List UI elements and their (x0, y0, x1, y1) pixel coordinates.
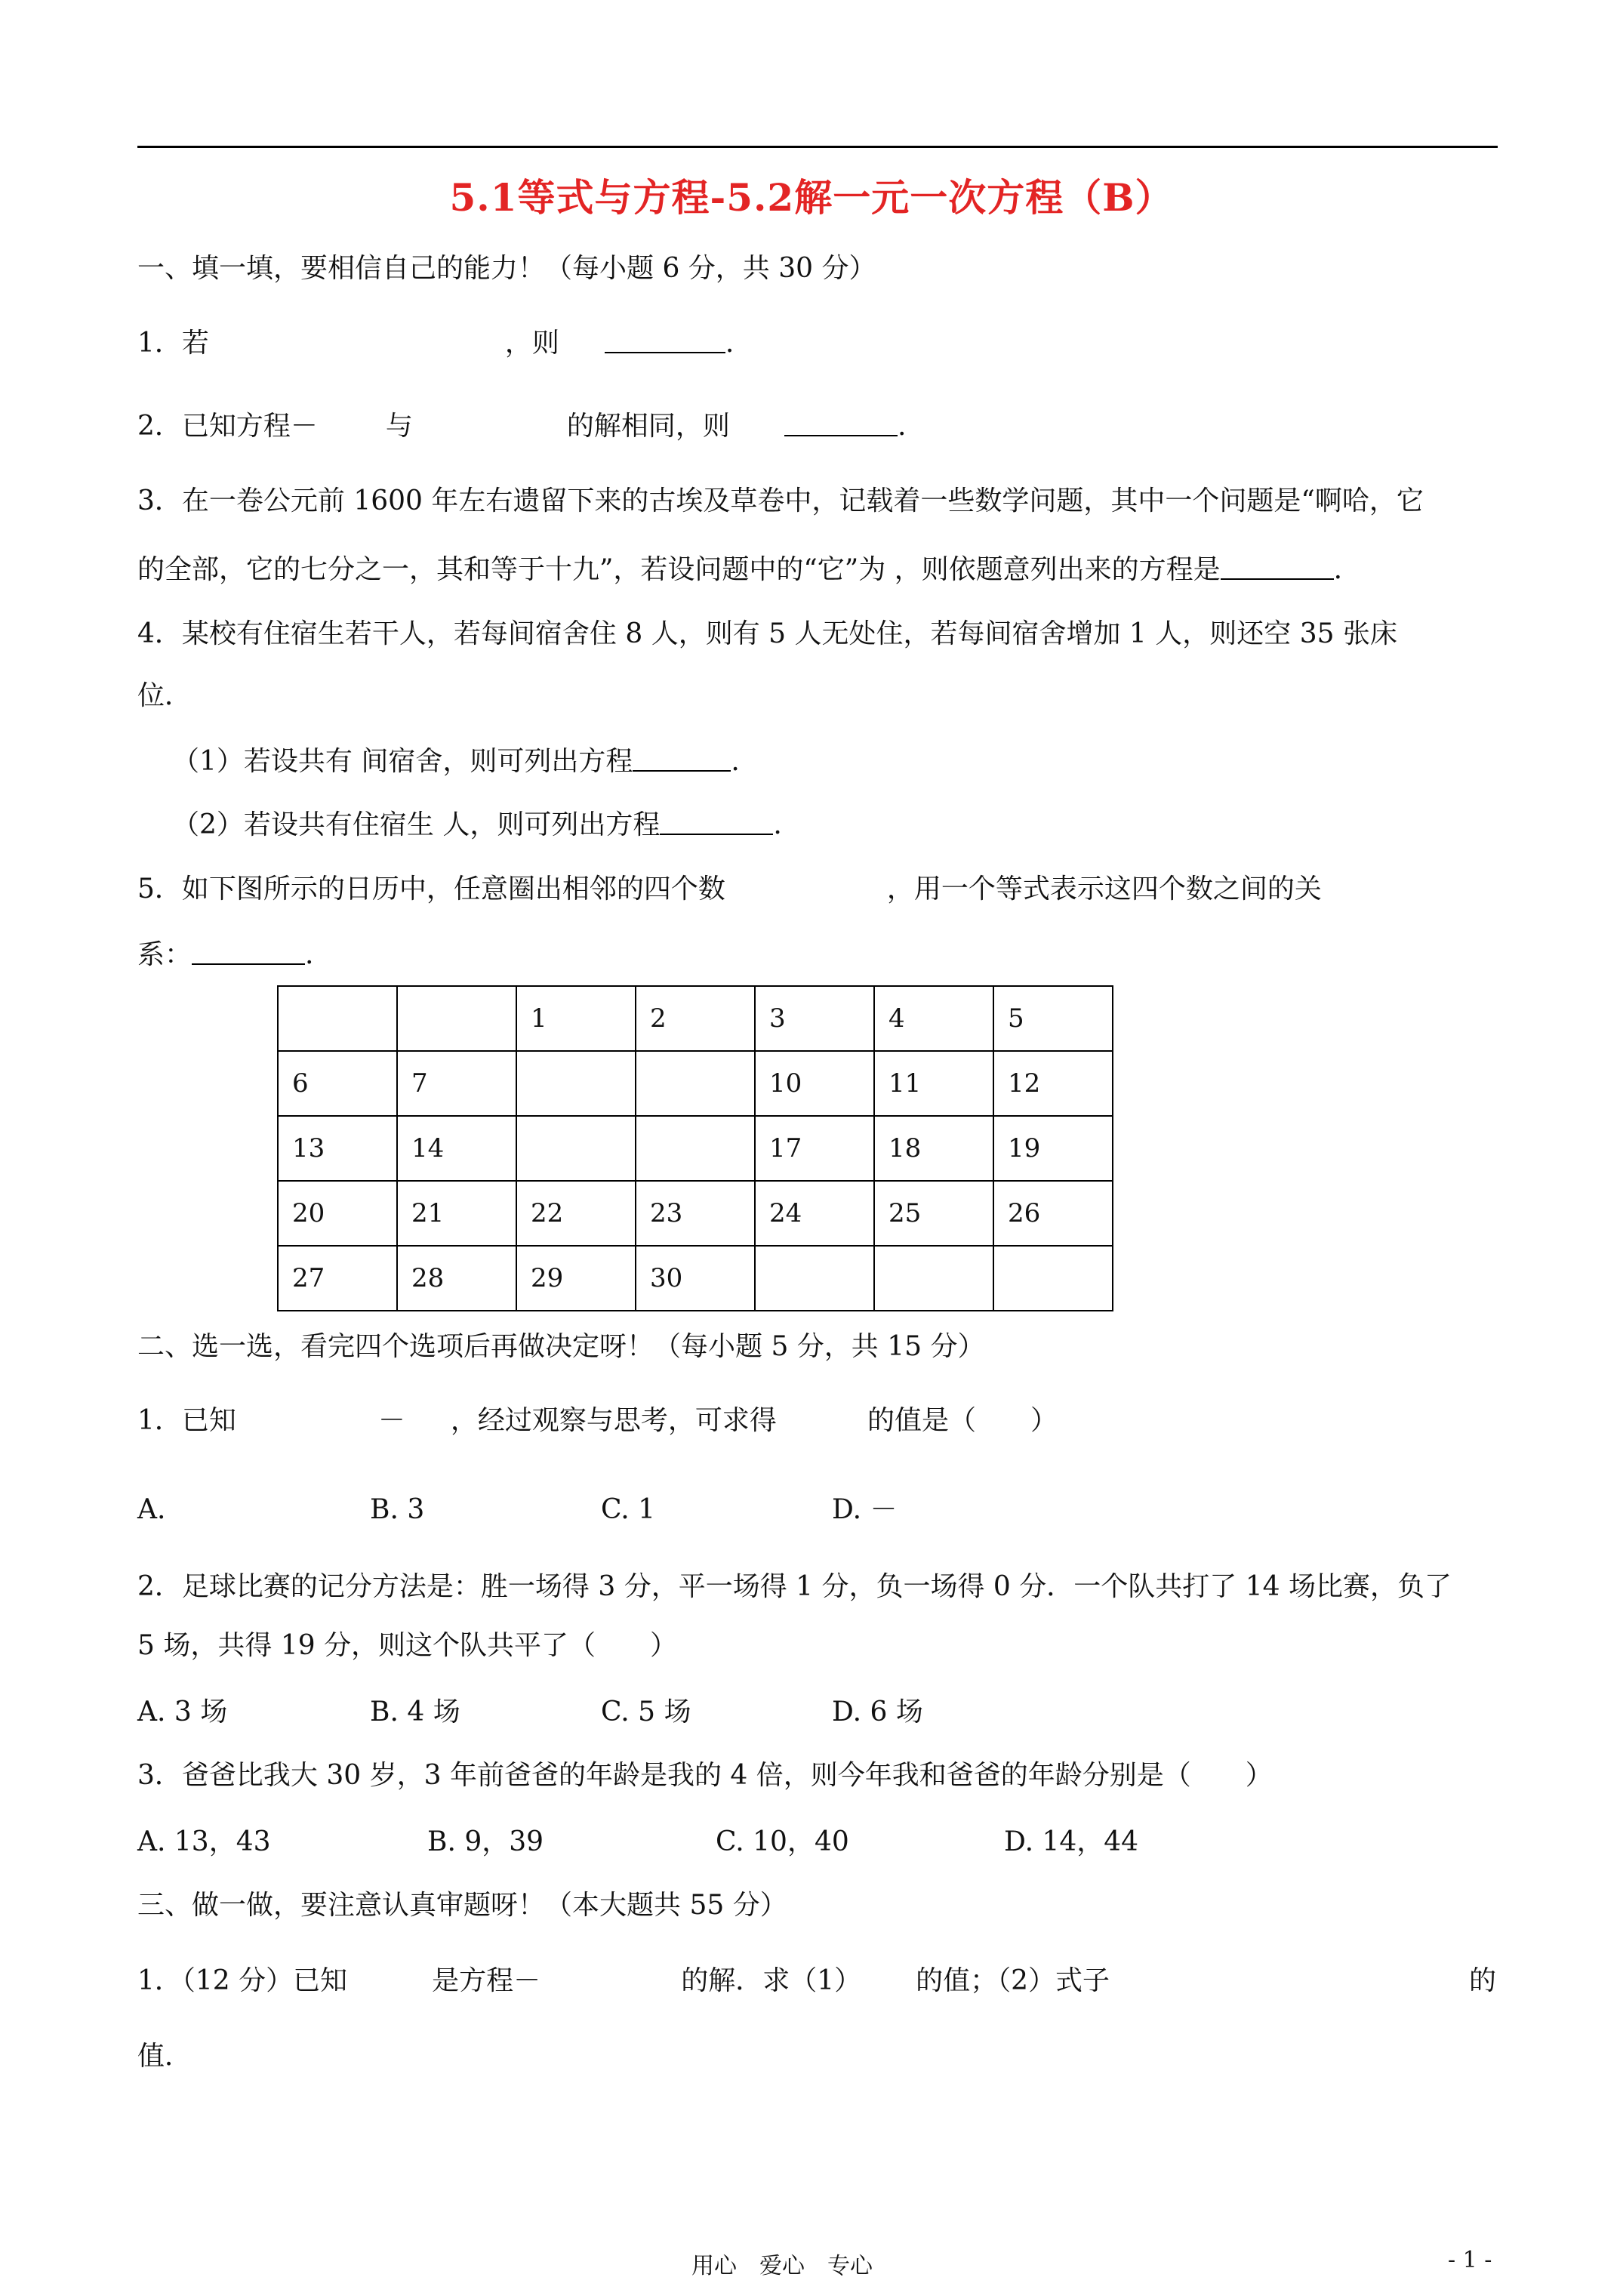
s2-q2-line1: 2．足球比赛的记分方法是：胜一场得 3 分，平一场得 1 分，负一场得 0 分．一个队共打了 14 场比赛，负了 (137, 1571, 1452, 1602)
s1-q2: 2．已知方程－ 与 的解相同，则 . (137, 411, 907, 442)
calendar-cell (278, 986, 397, 1051)
s2-q2-option-b[interactable]: B. 4 场 (370, 1697, 460, 1727)
calendar-cell: 17 (755, 1116, 874, 1181)
s1-q1-text-b: ，则 (504, 328, 559, 359)
s2-q1-option-c[interactable]: C. 1 (601, 1494, 656, 1525)
calendar-cell (755, 1246, 874, 1311)
s2-q3-option-d[interactable]: D. 14，44 (1004, 1826, 1139, 1857)
calendar-cell: 5 (993, 986, 1113, 1051)
s2-q3-option-b[interactable]: B. 9，39 (427, 1826, 544, 1857)
calendar-cell: 21 (397, 1181, 516, 1246)
calendar-row (278, 1246, 1113, 1311)
footer-motto: 用心 爱心 专心 (691, 2253, 873, 2279)
s3-q1-line2: 值． (137, 2041, 192, 2072)
answer-blank[interactable] (660, 811, 773, 835)
answer-blank[interactable] (192, 941, 305, 965)
calendar-cell: 18 (874, 1116, 993, 1181)
calendar-cell: 7 (397, 1051, 516, 1116)
s2-q2-option-a[interactable]: A. 3 场 (137, 1697, 228, 1727)
calendar-row (278, 986, 1113, 1051)
s2-q3-option-c[interactable]: C. 10，40 (716, 1826, 849, 1857)
s3-q1: 1．（12 分）已知 是方程－ 的解．求（1） 的值；（2）式子 的 (137, 1965, 1496, 1996)
calendar-cell: 28 (397, 1246, 516, 1311)
answer-blank[interactable] (633, 747, 731, 772)
calendar-cell: 25 (874, 1181, 993, 1246)
calendar-cell: 6 (278, 1051, 397, 1116)
s1-q3-line2: 的全部，它的七分之一，其和等于十九”，若设问题中的“它”为 ，则依题意列出来的方程是 . (137, 554, 1343, 585)
s2-q1-option-a[interactable]: A. (137, 1494, 166, 1525)
calendar-cell (636, 1051, 755, 1116)
calendar-cell: 3 (755, 986, 874, 1051)
s2-q2-option-d[interactable]: D. 6 场 (832, 1697, 923, 1727)
calendar-cell: 14 (397, 1116, 516, 1181)
s2-q1: 1．已知 － ，经过观察与思考，可求得 的值是（ ） (137, 1405, 1058, 1436)
page-title: 5.1等式与方程-5.2解一元一次方程（B） (449, 175, 1174, 220)
answer-blank[interactable] (605, 329, 725, 353)
page-number: - 1 - (1448, 2247, 1492, 2273)
s2-q1-option-d[interactable]: D. － (832, 1494, 898, 1525)
calendar-cell: 24 (755, 1181, 874, 1246)
s2-q3-option-a[interactable]: A. 13，43 (137, 1826, 271, 1857)
s1-q4-sub1: （1）若设共有 间宿舍，则可列出方程 . (172, 746, 740, 777)
calendar-row (278, 1181, 1113, 1246)
s1-q4-sub2: （2）若设共有住宿生 人，则可列出方程 . (172, 809, 782, 840)
answer-blank[interactable] (784, 412, 898, 436)
calendar-cell: 12 (993, 1051, 1113, 1116)
section1-heading: 一、填一填，要相信自己的能力！（每小题 6 分，共 30 分） (137, 253, 876, 284)
answer-blank[interactable] (1221, 556, 1334, 580)
calendar-cell: 26 (993, 1181, 1113, 1246)
calendar-cell (993, 1246, 1113, 1311)
calendar-cell: 13 (278, 1116, 397, 1181)
calendar-cell: 22 (516, 1181, 636, 1246)
section2-heading: 二、选一选，看完四个选项后再做决定呀！（每小题 5 分，共 15 分） (137, 1331, 985, 1362)
header-rule (137, 146, 1498, 148)
calendar-cell: 19 (993, 1116, 1113, 1181)
calendar-cell: 29 (516, 1246, 636, 1311)
calendar-cell (874, 1246, 993, 1311)
s2-q1-option-b[interactable]: B. 3 (370, 1494, 425, 1525)
calendar-cell: 10 (755, 1051, 874, 1116)
calendar-cell (636, 1116, 755, 1181)
calendar-cell (516, 1116, 636, 1181)
s1-q5-line1: 5．如下图所示的日历中，任意圈出相邻的四个数 ，用一个等式表示这四个数之间的关 (137, 874, 1322, 905)
s1-q5-line2: 系： . (137, 939, 314, 970)
calendar-row (278, 1116, 1113, 1181)
s2-q3-line1: 3．爸爸比我大 30 岁，3 年前爸爸的年龄是我的 4 倍，则今年我和爸爸的年龄分别是（ ） (137, 1760, 1273, 1791)
calendar-cell (516, 1051, 636, 1116)
calendar-cell: 30 (636, 1246, 755, 1311)
calendar-row (278, 1051, 1113, 1116)
s1-q1: 1．若 ，则 . (137, 328, 735, 359)
s2-q2-option-c[interactable]: C. 5 场 (601, 1697, 691, 1727)
s1-q4-line1: 4．某校有住宿生若干人，若每间宿舍住 8 人，则有 5 人无处住，若每间宿舍增加 1 人，则还空 35 张床 (137, 618, 1397, 649)
s1-q1-text-a: 1．若 (137, 328, 209, 359)
s1-q3-line1: 3．在一卷公元前 1600 年左右遗留下来的古埃及草卷中，记载着一些数学问题，其中一个问题是“啊哈，它 (137, 485, 1424, 516)
section3-heading: 三、做一做，要注意认真审题呀！（本大题共 55 分） (137, 1890, 787, 1921)
s1-q4-line2: 位． (137, 680, 192, 711)
calendar-cell: 11 (874, 1051, 993, 1116)
s2-q2-line2: 5 场，共得 19 分，则这个队共平了（ ） (137, 1630, 678, 1661)
calendar-cell: 2 (636, 986, 755, 1051)
calendar-table (277, 985, 1113, 1311)
calendar-cell: 1 (516, 986, 636, 1051)
calendar-cell: 23 (636, 1181, 755, 1246)
calendar-cell: 20 (278, 1181, 397, 1246)
calendar-cell: 4 (874, 986, 993, 1051)
calendar-cell: 27 (278, 1246, 397, 1311)
calendar-cell (397, 986, 516, 1051)
